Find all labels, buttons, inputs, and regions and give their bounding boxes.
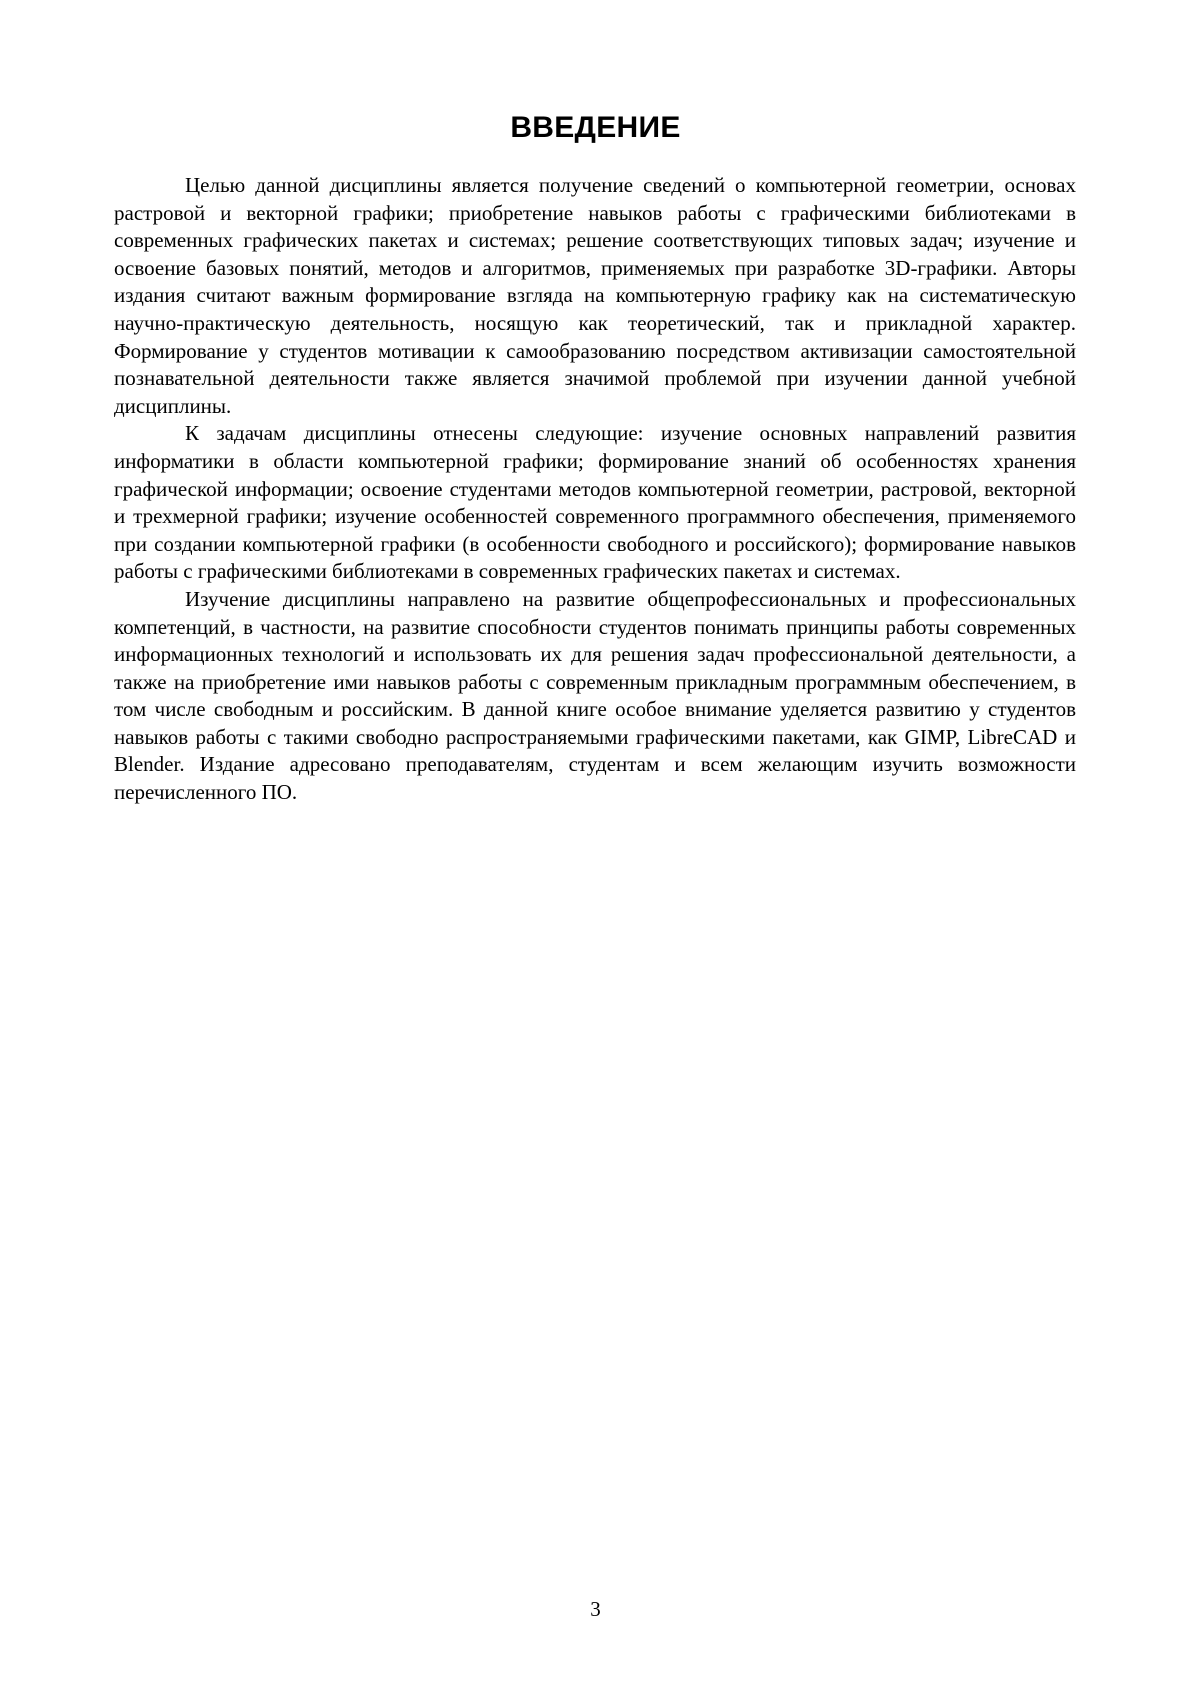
body-text [114, 172, 1076, 807]
paragraph-competencies: Изучение дисциплины направлено на развитие общепрофессиональных и профессиональных компетенций, в частности, на развитие способности студентов понимать принципы работы современных информационных технологий и использовать их для решения задач профессиональной деятельности, а также на приобретение ими навыков работы с современным прикладным программным обеспечением, в том числе свободным и российским. В данной книге особое внимание уделяется развитию у студентов навыков работы с такими свободно распространяемыми графическими пакетами, как GIMP, LibreCAD и Blender. Издание адресовано преподавателям, студентам и всем желающим изучить возможности перечисленного ПО. [114, 586, 1076, 805]
page-number: 3 [590, 1597, 601, 1621]
page-title: ВВЕДЕНИЕ [510, 111, 681, 144]
paragraph-tasks: К задачам дисциплины отнесены следующие: изучение основных направлений развития информатики в области компьютерной графики; формирование знаний об особенностях хранения графической информации; освоение студентами методов компьютерной геометрии, растровой, векторной и трехмерной графики; изучение особенностей современного программного обеспечения, применяемого при создании компьютерной графики (в особенности свободного и российского); формирование навыков работы с графическими библиотеками в современных графических пакетах и системах. [114, 421, 1076, 584]
paragraph-goals: Целью данной дисциплины является получение сведений о компьютерной геометрии, основах растровой и векторной графики; приобретение навыков работы с графическими библиотеками в современных графических пакетах и системах; решение соответствующих типовых задач; изучение и освоение базовых понятий, методов и алгоритмов, применяемых при разработке 3D-графики. Авторы издания считают важным формирование взгляда на компьютерную графику как на систематическую научно-практическую деятельность, носящую как теоретический, так и прикладной характер. Формирование у студентов мотивации к самообразованию посредством активизации самостоятельной познавательной деятельности также является значимой проблемой при изучении данной учебной дисциплины. [114, 173, 1076, 418]
